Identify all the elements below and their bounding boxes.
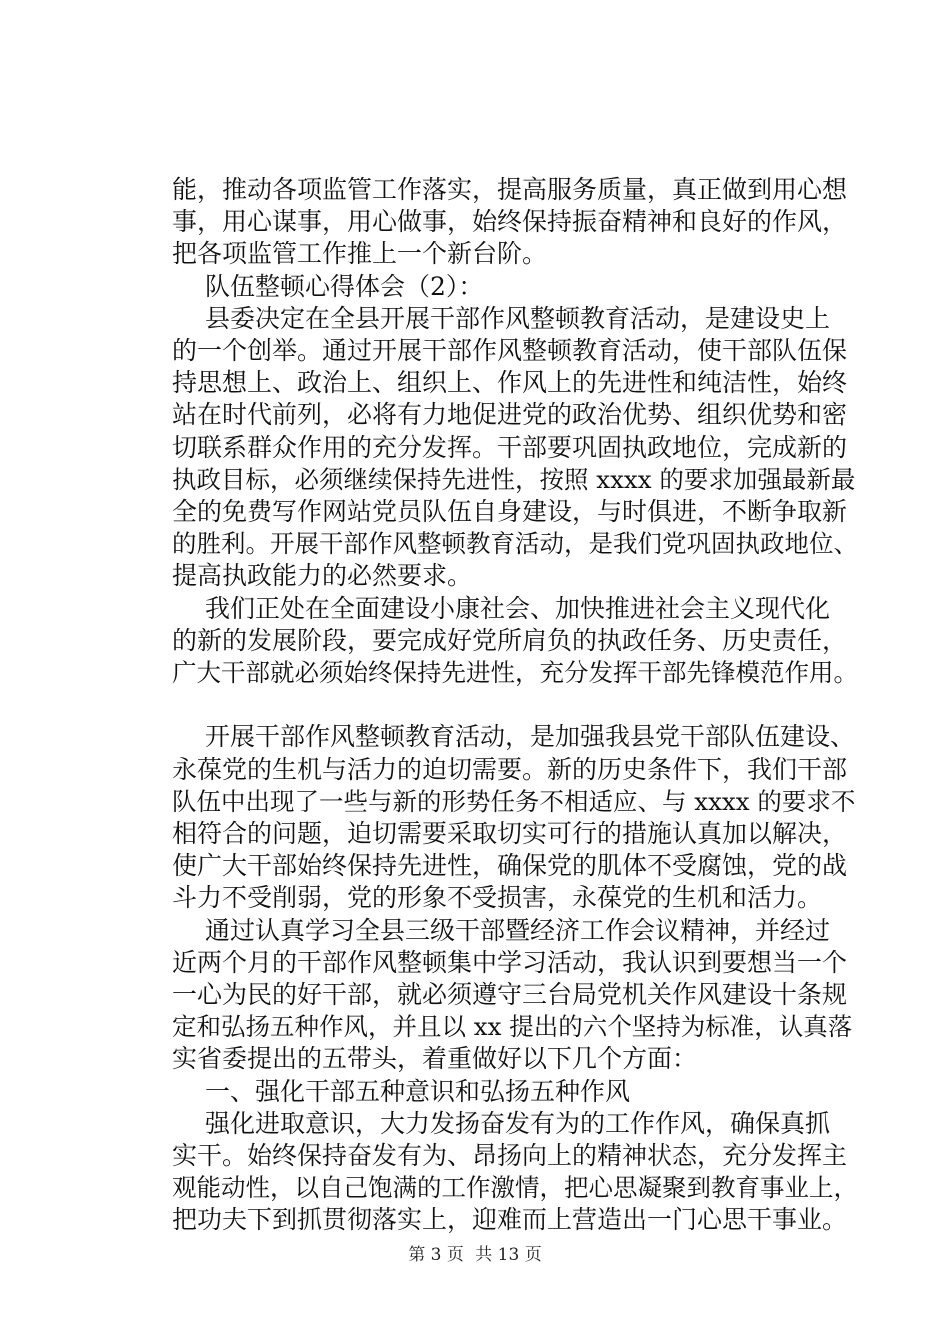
text-line: 永葆党的生机与活力的迫切需要。新的历史条件下，我们干部 — [172, 754, 848, 784]
text-line: 把各项监管工作推上一个新台阶。 — [172, 239, 548, 269]
text-line: 队伍中出现了一些与新的形势任务不相适应、与 xxxx 的要求不 — [172, 786, 856, 816]
text-line: 近两个月的干部作风整顿集中学习活动，我认识到要想当一个 — [172, 947, 848, 977]
text-line: 全的免费写作网站党员队伍自身建设，与时俱进，不断争取新 — [172, 497, 848, 526]
text-line: 观能动性，以自己饱满的工作激情，把心思凝聚到教育事业上， — [172, 1173, 858, 1203]
text-line: 切联系群众作用的充分发挥。干部要巩固执政地位，完成新的 — [172, 432, 848, 462]
text-line: 持思想上、政治上、组织上、作风上的先进性和纯洁性，始终 — [172, 368, 848, 398]
text-line: 站在时代前列，必将有力地促进党的政治优势、组织优势和密 — [172, 400, 848, 430]
text-line: 把功夫下到抓贯彻落实上，迎难而上营造出一门心思干事业。 — [172, 1205, 848, 1235]
text-line: 的胜利。开展干部作风整顿教育活动，是我们党巩固执政地位、 — [172, 529, 858, 559]
text-line: 事，用心谋事，用心做事，始终保持振奋精神和良好的作风， — [172, 207, 848, 237]
text-line: 能，推动各项监管工作落实，提高服务质量，真正做到用心想 — [172, 175, 848, 204]
text-line: 的一个创举。通过开展干部作风整顿教育活动，使干部队伍保 — [172, 336, 848, 365]
page-total: 共 13 页 — [475, 1245, 542, 1265]
text-line: 广大干部就必须始终保持先进性，充分发挥干部先锋模范作用。 — [172, 658, 858, 687]
section-heading: 队伍整顿心得体会（2）： — [180, 271, 484, 301]
text-line: 相符合的问题，迫切需要采取切实可行的措施认真加以解决， — [172, 819, 848, 848]
text-line: 开展干部作风整顿教育活动，是加强我县党干部队伍建设、 — [180, 722, 856, 752]
text-line: 我们正处在全面建设小康社会、加快推进社会主义现代化 — [180, 593, 831, 623]
page-footer — [0, 1244, 950, 1266]
text-line: 斗力不受削弱，党的形象不受损害，永葆党的生机和活力。 — [172, 883, 823, 913]
text-line: 提高执政能力的必然要求。 — [172, 561, 473, 591]
text-line: 执政目标，必须继续保持先进性，按照 xxxx 的要求加强最新最 — [172, 464, 856, 494]
text-line: 一心为民的好干部，就必须遵守三台局党机关作风建设十条规 — [172, 980, 848, 1009]
text-line: 县委决定在全县开展干部作风整顿教育活动，是建设史上 — [180, 303, 831, 333]
section-heading: 一、强化干部五种意识和弘扬五种作风 — [180, 1076, 631, 1106]
text-line: 的新的发展阶段，要完成好党所肩负的执政任务、历史责任， — [172, 625, 848, 655]
text-line: 实省委提出的五带头，着重做好以下几个方面： — [172, 1044, 698, 1074]
text-line: 强化进取意识，大力发扬奋发有为的工作作风，确保真抓 — [180, 1108, 831, 1138]
page-number: 第 3 页 — [408, 1245, 464, 1265]
text-line: 实干。始终保持奋发有为、昂扬向上的精神状态，充分发挥主 — [172, 1141, 848, 1170]
text-line: 通过认真学习全县三级干部暨经济工作会议精神，并经过 — [180, 915, 831, 945]
text-line: 定和弘扬五种作风，并且以 xx 提出的六个坚持为标准，认真落 — [172, 1012, 853, 1042]
text-line: 使广大干部始终保持先进性，确保党的肌体不受腐蚀，党的战 — [172, 851, 848, 881]
